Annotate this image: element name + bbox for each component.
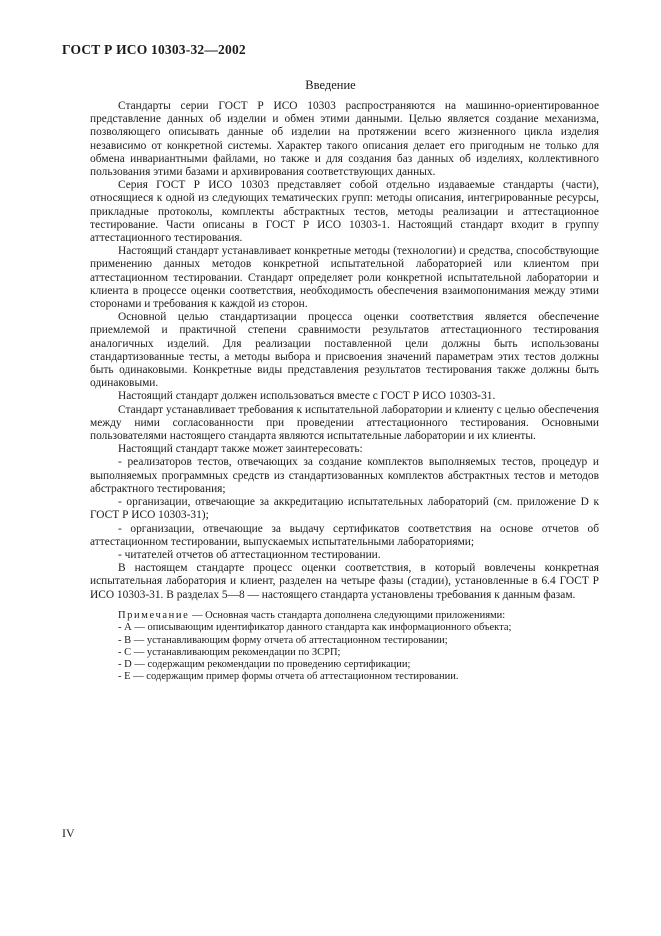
document-body <box>90 100 599 602</box>
page-number: IV <box>62 826 75 840</box>
paragraph: Стандарт устанавливает требования к испытательной лаборатории и клиенту с целью обеспечения между ними согласованности при проведении аттестационного тестирования. Основными пользователями настоящего стандарта являются испытательные лаборатории и их клиенты. <box>90 403 599 443</box>
note-item: - А — описывающим идентификатор данного стандарта как информационного объекта; <box>118 622 512 634</box>
note-intro-text: — Основная часть стандарта дополнена следующими приложениями: <box>189 610 506 621</box>
list-item: - читателей отчетов об аттестационном тестировании. <box>118 548 381 561</box>
note-item: - D — содержащим рекомендации по проведению сертификации; <box>118 659 411 671</box>
document-header: ГОСТ Р ИСО 10303-32—2002 <box>62 42 246 57</box>
list-item: - реализаторов тестов, отвечающих за создание комплектов выполняемых тестов, процедур и выполняемых программных средств из стандартизованных комплектов абстрактных тестов и методов абстрактного тестирования; <box>90 456 599 495</box>
note-item: - С — устанавливающим рекомендации по ЗСРП; <box>118 646 341 658</box>
note-block <box>90 610 599 684</box>
paragraph: Настоящий стандарт устанавливает конкретные методы (технологии) и средства, способствующие применению данных методов конкретной испытательной лабораторией или клиентом при аттестационном тестировании. Стандарт определяет роли конкретной испытательной лаборатории и клиента в процессе оценки соответствия, необходимость обеспечения взаимопонимания между этими сторонами и требования к каждой из сторон. <box>90 245 599 311</box>
paragraph: Стандарты серии ГОСТ Р ИСО 10303 распространяются на машинно-ориентированное представление данных об изделии и обмен этими данными. Целью является создание механизма, позволяющего описывать данные об изделии на протяжении всего жизненного цикла изделия независимо от конкретной системы. Характер такого описания делает его пригодным не только для обмена инвариантными файлами, но также и для создания баз данных об изделиях, коллективного пользования этими базами и архивирования соответствующих данных. <box>90 100 599 179</box>
paragraph: Серия ГОСТ Р ИСО 10303 представляет собой отдельно издаваемые стандарты (части), относящиеся к одной из следующих тематических групп: методы описания, интегрированные ресурсы, прикладные протоколы, комплекты абстрактных тестов, методы реализации и аттестационное тестирование. Части описаны в ГОСТ Р ИСО 10303-1. Настоящий стандарт входит в группу аттестационного тестирования. <box>90 179 599 245</box>
note-item: - В — устанавливающим форму отчета об аттестационном тестировании; <box>118 634 448 646</box>
paragraph: Основной целью стандартизации процесса оценки соответствия является обеспечение приемлемой и практичной степени сравнимости результатов аттестационного тестирования аналогичных изделий. Для реализации поставленной цели должны быть использованы стандартизованные тесты, а методы выбора и присвоения значений параметрам этих тестов должны быть одинаковыми. Конкретные виды представления результатов тестирования также должны быть одинаковыми. <box>90 311 599 390</box>
list-item: - организации, отвечающие за выдачу сертификатов соответствия на основе отчетов об аттестационном тестировании, выпускаемых испытательными лабораториями; <box>90 522 599 548</box>
section-title: Введение <box>305 78 356 92</box>
paragraph: В настоящем стандарте процесс оценки соответствия, в который вовлечены конкретная испытательная лаборатория и клиент, разделен на четыре фазы (стадии), установленные в 6.4 ГОСТ Р ИСО 10303-31. В разделах 5—8 — настоящего стандарта установлены требования к данным фазам. <box>90 562 599 601</box>
note-label: Примечание <box>118 610 190 621</box>
paragraph: Настоящий стандарт должен использоваться вместе с ГОСТ Р ИСО 10303-31. <box>118 390 496 403</box>
list-item: - организации, отвечающие за аккредитацию испытательных лабораторий (см. приложение D к ГОСТ Р ИСО 10303-31); <box>90 496 599 522</box>
note-intro <box>90 610 599 622</box>
note-item: - Е — содержащим пример формы отчета об аттестационном тестировании. <box>118 671 459 683</box>
paragraph: Настоящий стандарт также может заинтересовать: <box>118 443 363 456</box>
